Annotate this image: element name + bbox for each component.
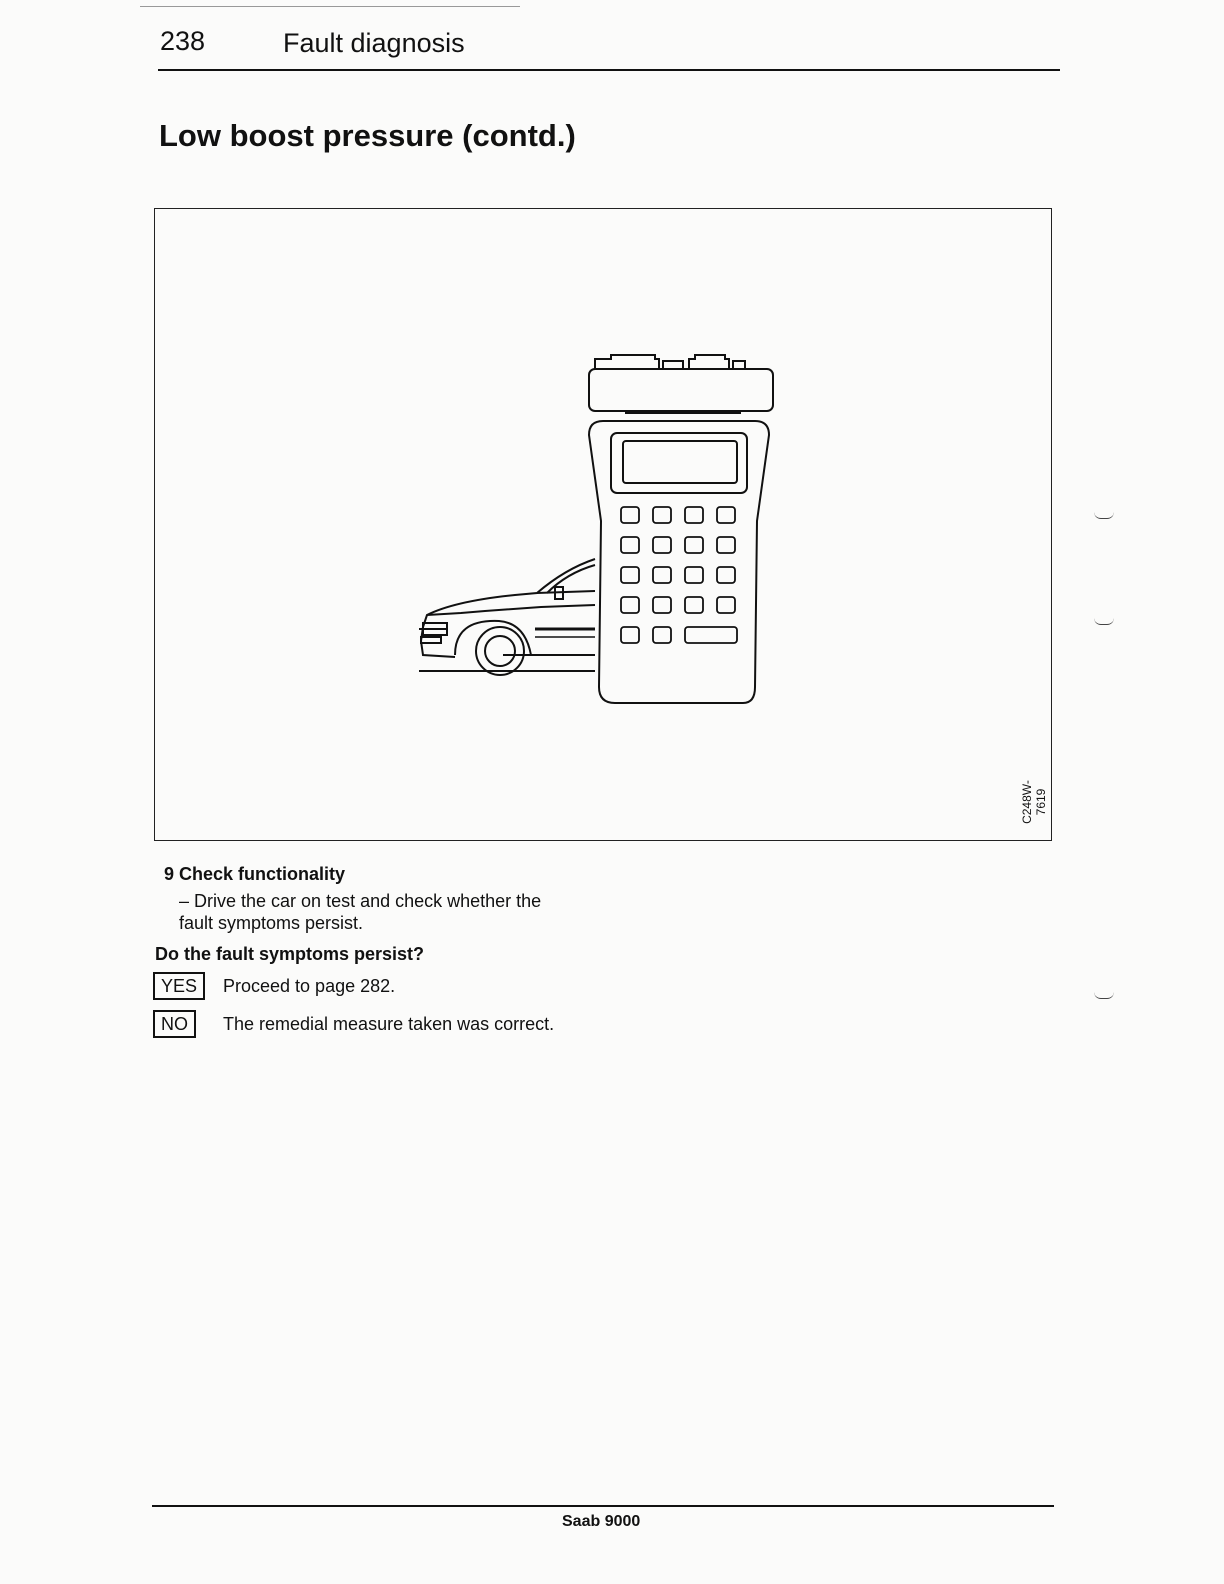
binding-mark: [1094, 992, 1114, 999]
diagnostic-tester-icon: [155, 209, 1053, 842]
question-text: Do the fault symptoms persist?: [155, 944, 425, 964]
footer-divider: [152, 1505, 1054, 1507]
step-heading: 9 Check functionality: [164, 864, 346, 884]
header-divider: [158, 69, 1060, 71]
page-number: 238: [160, 26, 206, 56]
yes-answer-text: Proceed to page 282.: [223, 976, 396, 996]
binding-mark: [1094, 618, 1114, 625]
no-label-box: NO: [153, 1010, 196, 1038]
scan-artifact-line: [140, 6, 520, 7]
page-title: Low boost pressure (contd.): [159, 118, 576, 153]
step-instruction: – Drive the car on test and check whether the fault symptoms persist.: [179, 891, 542, 933]
binding-mark: [1094, 512, 1114, 519]
section-title: Fault diagnosis: [283, 28, 465, 58]
figure-frame: [154, 208, 1052, 841]
footer-model: Saab 9000: [562, 1513, 641, 1530]
yes-label-box: YES: [153, 972, 205, 1000]
no-answer-text: The remedial measure taken was correct.: [223, 1014, 555, 1034]
figure-code: C248W-7619: [1020, 780, 1048, 824]
